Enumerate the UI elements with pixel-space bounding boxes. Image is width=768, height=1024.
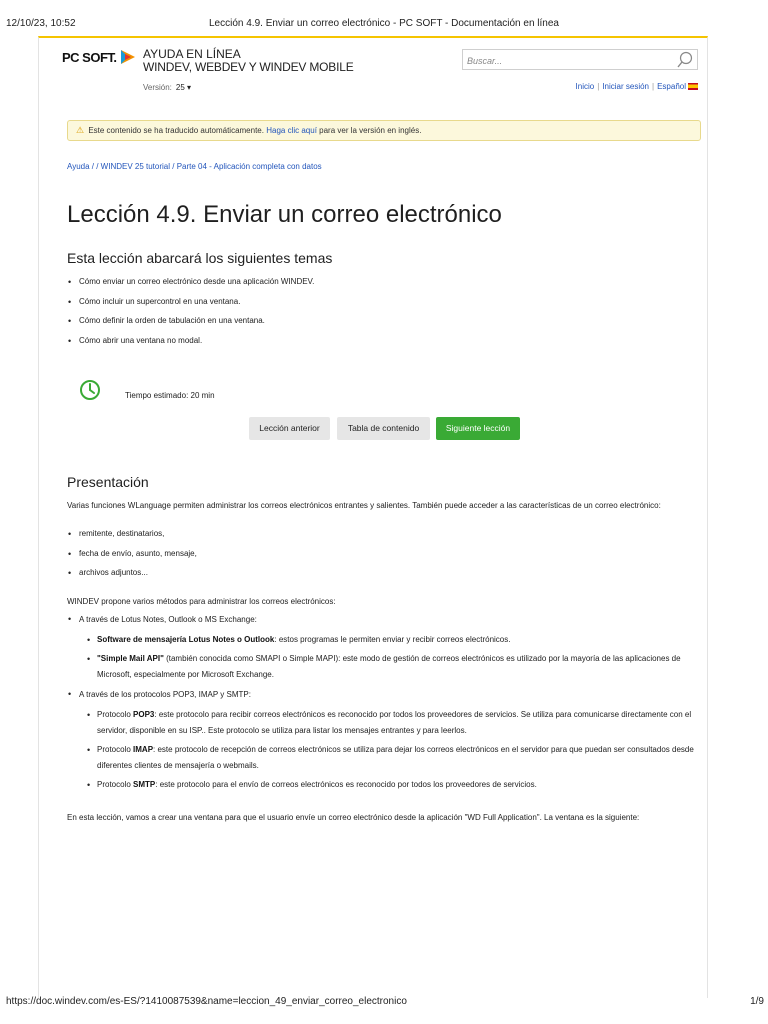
- notice-text: Este contenido se ha traducido automáticamente.: [88, 126, 264, 135]
- next-lesson-button[interactable]: Siguiente lección: [436, 417, 520, 440]
- print-url: https://doc.windev.com/es-ES/?1410087539&name=leccion_49_enviar_correo_electronico: [6, 996, 407, 1007]
- print-page-number: 1/9: [750, 996, 764, 1007]
- method-text: A través de los protocolos POP3, IMAP y SMTP:: [79, 690, 251, 699]
- sub-list-item: [83, 777, 703, 793]
- print-title: Lección 4.9. Enviar un correo electrónico - PC SOFT - Documentación en línea: [209, 18, 559, 29]
- logo-mark-icon: [119, 48, 137, 66]
- sub-list-item: [83, 651, 703, 683]
- description: : este protocolo para el envío de correos electrónicos es reconocido por todos los proveedores de servicios.: [155, 780, 537, 789]
- description: : este protocolo de recepción de correos electrónicos se utiliza para dejar los correos electrónicos en el servidor para que puedan ser consultados desde diferentes clientes de mensajería o webmails.: [97, 745, 694, 770]
- translation-notice: [67, 120, 701, 141]
- list-item: • archivos adjuntos...: [67, 568, 197, 588]
- sub-list-item: [83, 742, 703, 774]
- prefix: Protocolo: [97, 710, 134, 719]
- notice-link[interactable]: Haga clic aquí: [266, 126, 317, 135]
- spain-flag-icon[interactable]: [688, 83, 698, 90]
- help-title-line2: WINDEV, WEBDEV Y WINDEV MOBILE: [143, 60, 354, 74]
- sub-list-item: [83, 707, 703, 739]
- prefix: Protocolo: [97, 780, 134, 789]
- list-item: • Cómo incluir un supercontrol en una ventana.: [67, 297, 314, 317]
- sub-list-item: [83, 632, 703, 648]
- breadcrumb-tutorial[interactable]: / WINDEV 25 tutorial /: [96, 162, 175, 171]
- presentation-intro: Varias funciones WLanguage permiten administrar los correos electrónicos entrantes y salientes. También puede acceder a las características de un correo electrónico:: [67, 501, 661, 510]
- clock-icon: [79, 379, 101, 406]
- previous-lesson-button[interactable]: Lección anterior: [249, 417, 330, 440]
- breadcrumb: [67, 162, 322, 171]
- table-of-contents-button[interactable]: Tabla de contenido: [337, 417, 430, 440]
- search-icon[interactable]: [676, 51, 694, 74]
- page-frame: [38, 36, 708, 998]
- sub-list: [83, 632, 703, 683]
- top-links: [576, 82, 698, 91]
- list-item: • Cómo definir la orden de tabulación en una ventana.: [67, 316, 314, 336]
- topics-title: Esta lección abarcará los siguientes temas: [67, 250, 333, 266]
- help-title: [143, 48, 354, 74]
- warning-icon: ⚠: [76, 125, 85, 135]
- help-title-line1: AYUDA EN LÍNEA: [143, 47, 241, 61]
- features-list: [67, 529, 197, 588]
- description: : este protocolo para recibir correos electrónicos es reconocido por todos los proveedores de servicios. Se utiliza para comunicarse directamente con el servidor, disponible en su ISP.. Este protocolo se utiliza para listar los mensajes entrantes y para leerlos.: [97, 710, 692, 735]
- method-item: [67, 612, 703, 683]
- page-title: Lección 4.9. Enviar un correo electrónico: [67, 201, 502, 228]
- print-datetime: 12/10/23, 10:52: [6, 18, 76, 29]
- language-link[interactable]: Español: [657, 82, 686, 91]
- topics-list: [67, 277, 314, 355]
- version-value[interactable]: 25 ▾: [175, 83, 192, 92]
- pcsoft-logo[interactable]: [62, 48, 137, 66]
- prefix: Protocolo: [97, 745, 134, 754]
- version-label: Versión:: [143, 83, 172, 92]
- list-item: • Cómo enviar un correo electrónico desde una aplicación WINDEV.: [67, 277, 314, 297]
- presentation-title: Presentación: [67, 474, 149, 490]
- link-separator: |: [652, 82, 655, 91]
- description: : estos programas le permiten enviar y recibir correos electrónicos.: [274, 635, 511, 644]
- logo-text: PC SOFT.: [62, 49, 117, 65]
- method-item: [67, 687, 703, 793]
- term: SMTP: [133, 780, 156, 789]
- term: IMAP: [133, 745, 154, 754]
- search-box: [462, 49, 698, 70]
- notice-text-after: para ver la versión en inglés.: [319, 126, 422, 135]
- methods-intro: WINDEV propone varios métodos para administrar los correos electrónicos:: [67, 597, 336, 606]
- version-selector[interactable]: [143, 83, 191, 92]
- method-text: A través de Lotus Notes, Outlook o MS Exchange:: [79, 615, 257, 624]
- closing-paragraph: En esta lección, vamos a crear una ventana para que el usuario envíe un correo electrónico desde la aplicación "WD Full Application". La ventana es la siguiente:: [67, 813, 640, 822]
- list-item: • Cómo abrir una ventana no modal.: [67, 336, 314, 356]
- term: POP3: [133, 710, 155, 719]
- breadcrumb-help[interactable]: Ayuda /: [67, 162, 94, 171]
- search-input[interactable]: [463, 50, 669, 71]
- term: "Simple Mail API": [97, 654, 164, 663]
- term: Software de mensajería Lotus Notes o Outlook: [97, 635, 275, 644]
- list-item: • remitente, destinatarios,: [67, 529, 197, 549]
- methods-list: [67, 612, 703, 796]
- sub-list: [83, 707, 703, 793]
- login-link[interactable]: Iniciar sesión: [602, 82, 649, 91]
- breadcrumb-part[interactable]: Parte 04 - Aplicación completa con datos: [176, 162, 322, 171]
- list-item: • fecha de envío, asunto, mensaje,: [67, 549, 197, 569]
- time-estimate: Tiempo estimado: 20 min: [125, 391, 215, 400]
- link-separator: |: [597, 82, 600, 91]
- description: (también conocida como SMAPI o Simple MAPI): este modo de gestión de correos electrónicos es utilizado por la mayoría de las aplicaciones de Microsoft, especialmente por Microsoft Exchange.: [97, 654, 681, 679]
- home-link[interactable]: Inicio: [575, 82, 595, 91]
